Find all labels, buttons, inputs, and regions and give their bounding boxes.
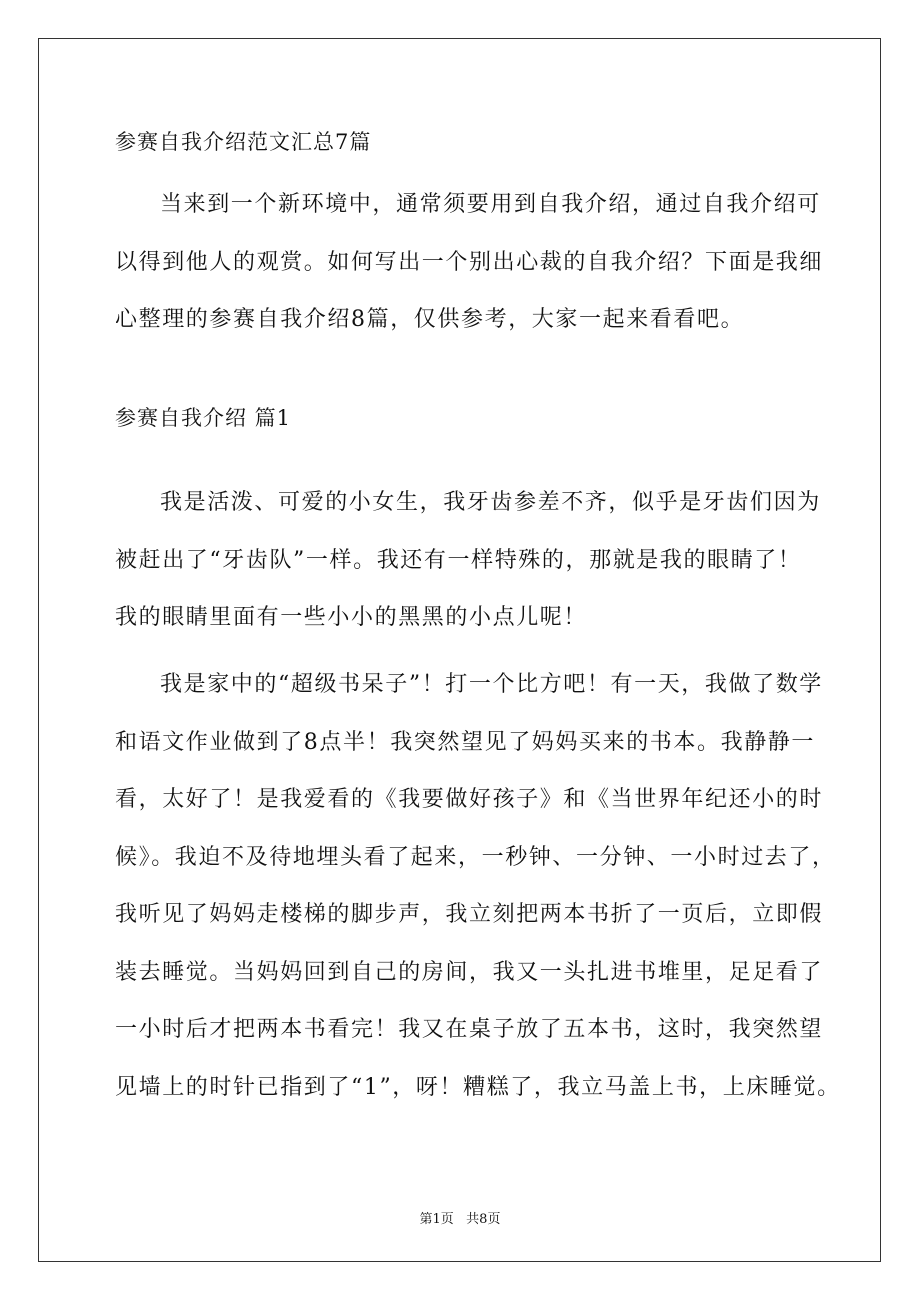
document-title: 参赛自我介绍范文汇总7篇: [115, 130, 372, 154]
text-line: 被赶出了“牙齿队”一样。我还有一样特殊的，那就是我的眼睛了！: [115, 547, 802, 573]
text-line: 和语文作业做到了8点半！我突然望见了妈妈买来的书本。我静静一: [115, 729, 815, 755]
text-line: 我听见了妈妈走楼梯的脚步声，我立刻把两本书折了一页后，立即假: [115, 902, 824, 927]
section-heading: 参赛自我介绍 篇1: [115, 406, 292, 430]
text-line: 以得到他人的观赏。如何写出一个别出心裁的自我介绍？下面是我细: [115, 249, 824, 275]
text-line: 见墙上的时针已指到了“1”，呀！糟糕了，我立马盖上书，上床睡觉。: [115, 1074, 841, 1100]
text-line: 心整理的参赛自我介绍8篇，仅供参考，大家一起来看看吧。: [115, 307, 745, 332]
text-line: 当来到一个新环境中，通常须要用到自我介绍，通过自我介绍可: [160, 192, 821, 217]
text-line: 装去睡觉。当妈妈回到自己的房间，我又一头扎进书堆里，足足看了: [115, 959, 824, 985]
text-line: 候》。我迫不及待地埋头看了起来，一秒钟、一分钟、一小时过去了，: [115, 844, 836, 870]
text-line: 我是家中的“超级书呆子”！打一个比方吧！有一天，我做了数学: [160, 672, 823, 697]
page-number-footer: 第1页 共8页: [419, 1212, 501, 1227]
text-line: 我的眼睛里面有一些小小的黑黑的小点儿呢！: [115, 605, 588, 630]
text-line: 一小时后才把两本书看完！我又在桌子放了五本书，这时，我突然望: [115, 1017, 824, 1042]
intro-paragraph: [115, 190, 835, 363]
text-line: 我是活泼、可爱的小女生，我牙齿参差不齐，似乎是牙齿们因为: [160, 490, 821, 515]
section1-paragraph-1: [115, 488, 835, 661]
section1-paragraph-2: [115, 670, 841, 1130]
text-line: 看，太好了！是我爱看的《我要做好孩子》和《当世界年纪还小的时: [115, 787, 824, 812]
